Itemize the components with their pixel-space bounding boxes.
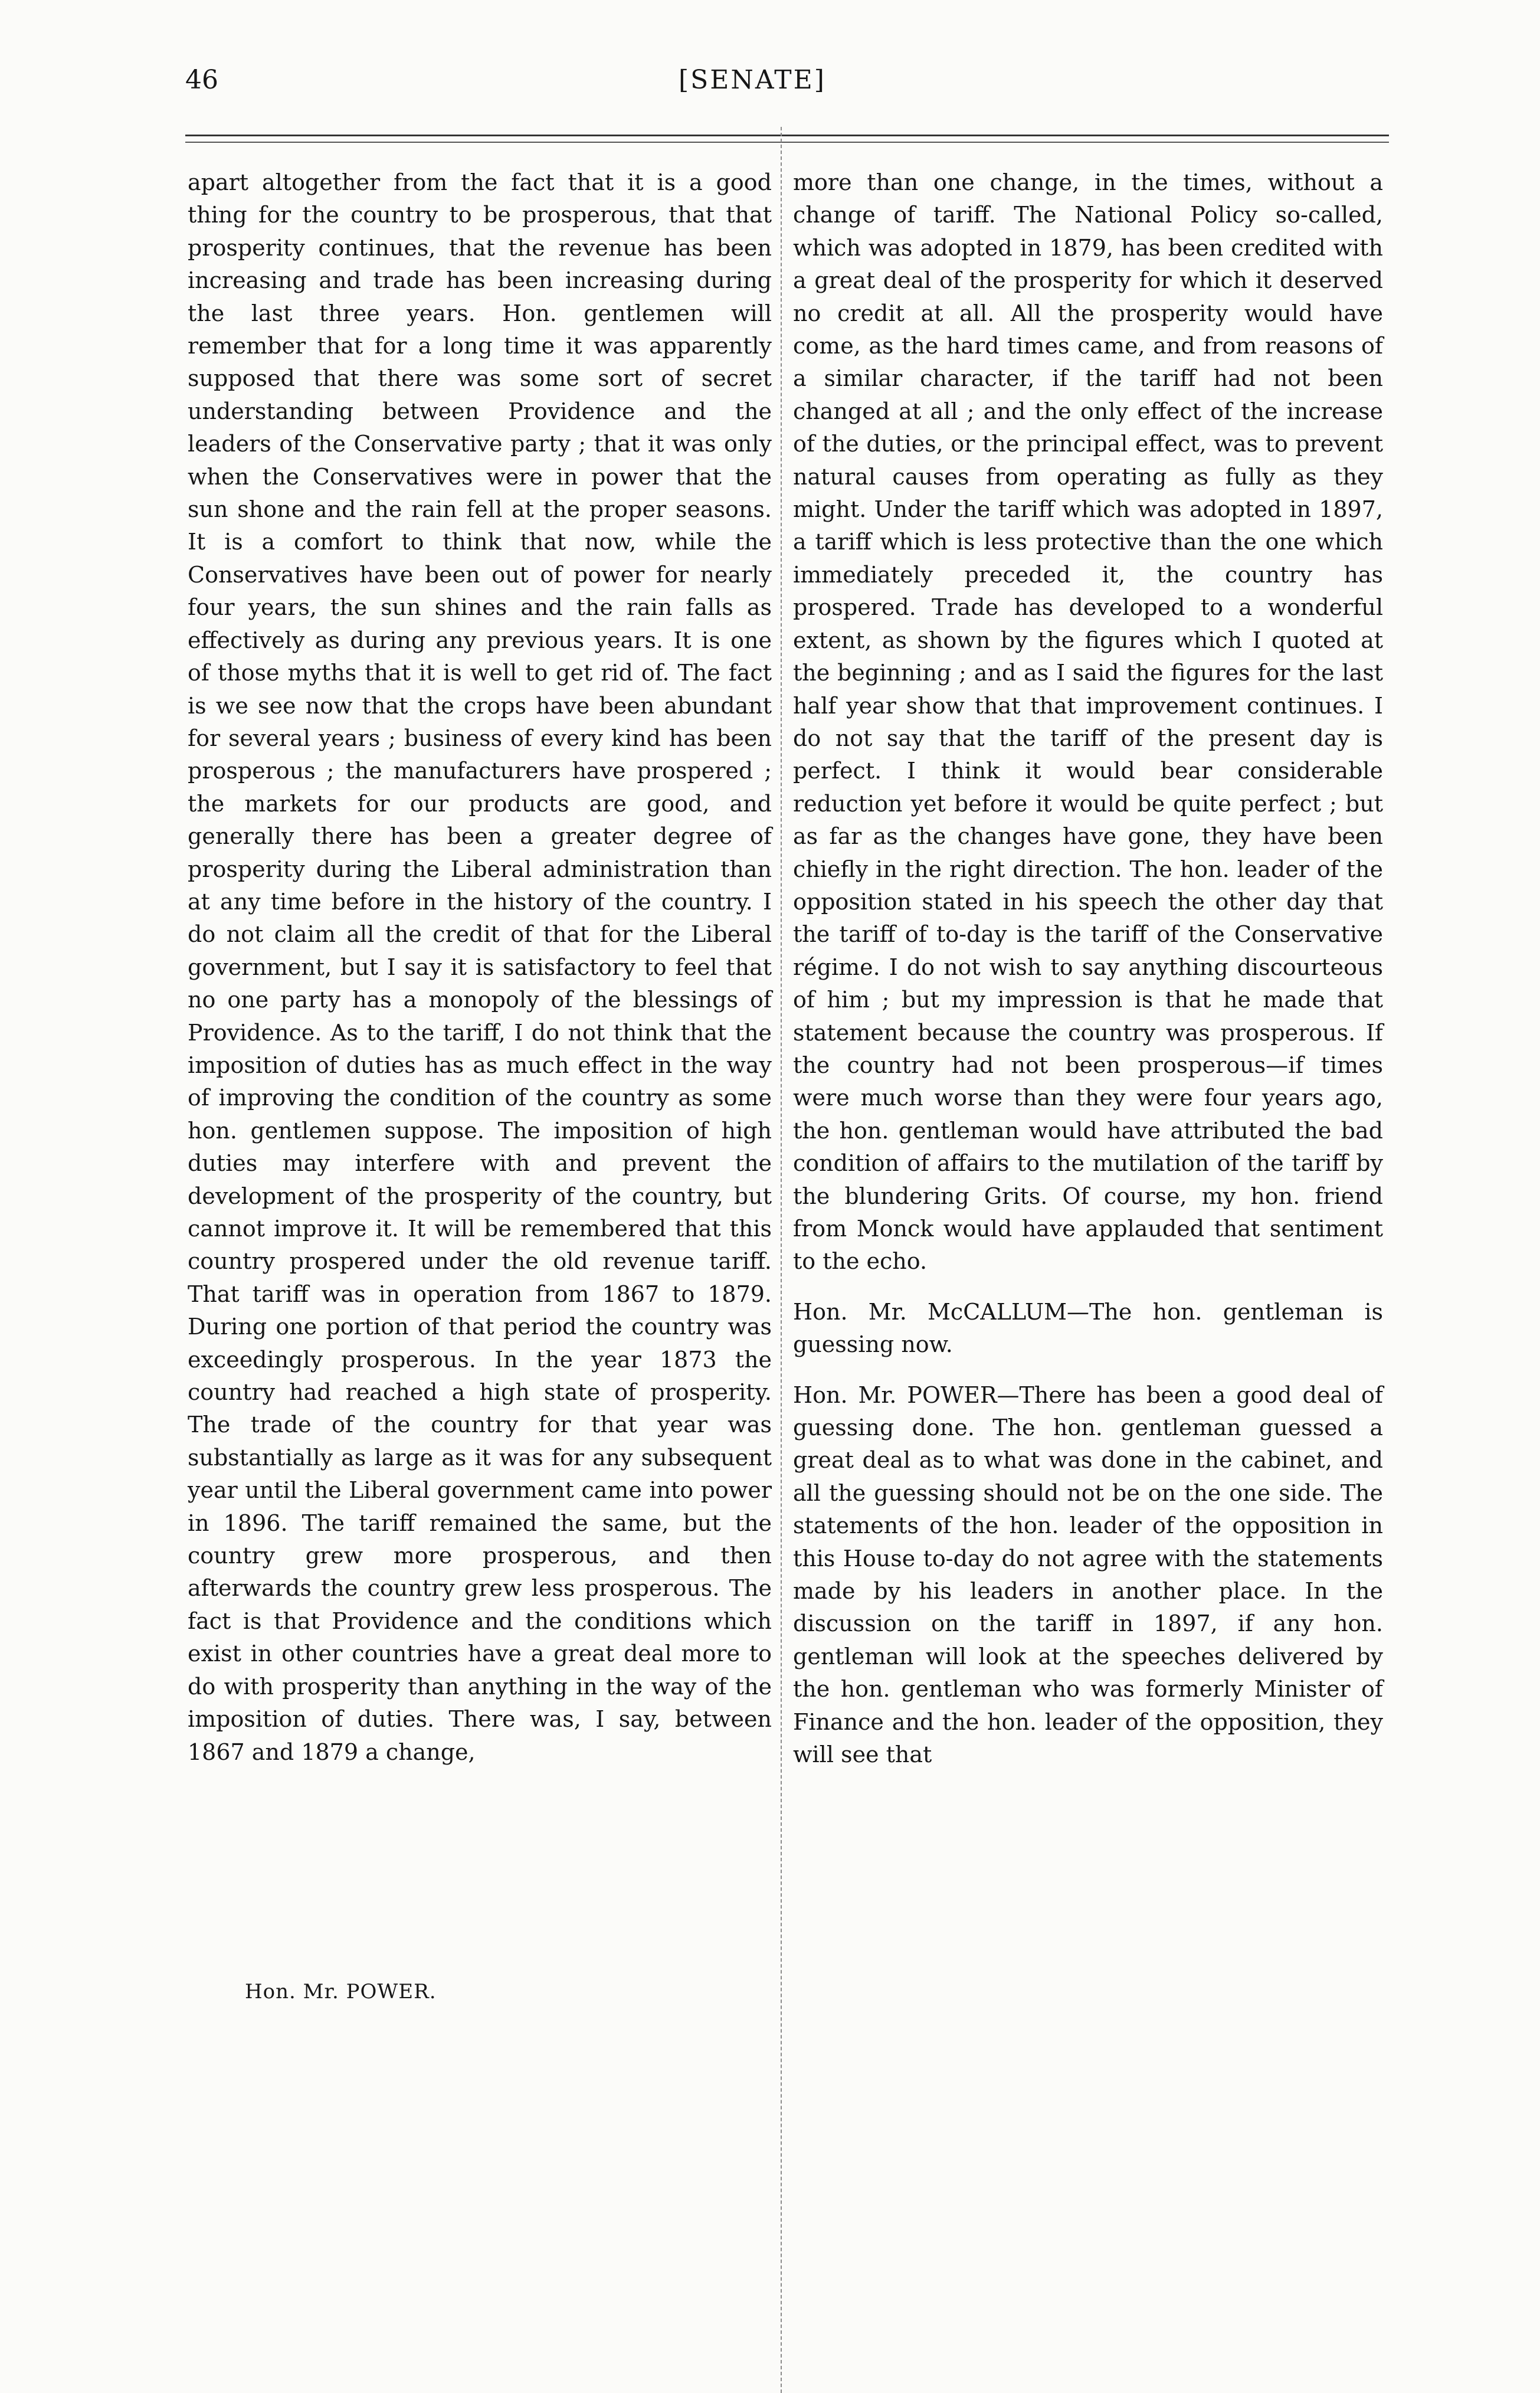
footer-speaker: Hon. Mr. POWER. — [245, 1980, 437, 2004]
right-column — [793, 166, 1383, 1772]
left-paragraph: apart altogether from the fact that it is a good thing for the country to be prosperous, that that prosperity continues, that the revenue has been increasing and trade has been increasing during the last three years. Hon. gentlemen will remember that for a long time it was apparently supposed that there was some sort of secret understanding between Providence and the leaders of the Conservative party ; that it was only when the Conservatives were in power that the sun shone and the rain fell at the proper seasons. It is a comfort to think that now, while the Conservatives have been out of power for nearly four years, the sun shines and the rain falls as effectively as during any previous years. It is one of those myths that it is well to get rid of. The fact is we see now that the crops have been abundant for several years ; business of every kind has been prosperous ; the manufacturers have prospered ; the markets for our products are good, and generally there has been a greater degree of prosperity during the Liberal administration than at any time before in the history of the country. I do not claim all the credit of that for the Liberal government, but I say it is satisfactory to feel that no one party has a monopoly of the blessings of Providence. As to the tariff, I do not think that the imposition of duties has as much effect in the way of improving the condition of the country as some hon. gentlemen suppose. The imposition of high duties may interfere with and prevent the development of the prosperity of the country, but cannot improve it. It will be remembered that this country prospered under the old revenue tariff. That tariff was in operation from 1867 to 1879. During one portion of that period the country was exceedingly prosperous. In the year 1873 the country had reached a high state of prosperity. The trade of the country for that year was substantially as large as it was for any subsequent year until the Liberal government came into power in 1896. The tariff remained the same, but the country grew more prosperous, and then afterwards the country grew less prosperous. The fact is that Providence and the conditions which exist in other countries have a great deal more to do with prosperity than anything in the way of the imposition of duties. There was, I say, between 1867 and 1879 a change, — [188, 169, 772, 1765]
page-number: 46 — [185, 65, 218, 95]
right-paragraph-2: Hon. Mr. McCALLUM—The hon. gentleman is guessing now. — [793, 1298, 1383, 1358]
right-paragraph-3: Hon. Mr. POWER—There has been a good deal of guessing done. The hon. gentleman guessed a great deal as to what was done in the cabinet, and all the guessing should not be on the one side. The statements of the hon. leader of the opposition in this House to-day do not agree with the statements made by his leaders in another place. In the discussion on the tariff in 1897, if any hon. gentleman will look at the speeches delivered by the hon. gentleman who was formerly Minister of Finance and the hon. leader of the opposition, they will see that — [793, 1382, 1383, 1768]
running-head: [SENATE] — [679, 65, 826, 95]
column-divider — [781, 127, 782, 2393]
right-paragraph-1: more than one change, in the times, without a change of tariff. The National Policy so-called, which was adopted in 1879, has been credited with a great deal of the prosperity for which it deserved no credit at all. All the prosperity would have come, as the hard times came, and from reasons of a similar character, if the tariff had not been changed at all ; and the only effect of the increase of the duties, or the principal effect, was to prevent natural causes from operating as fully as they might. Under the tariff which was adopted in 1897, a tariff which is less protective than the one which immediately preceded it, the country has prospered. Trade has developed to a wonderful extent, as shown by the figures which I quoted at the beginning ; and as I said the figures for the last half year show that that improvement continues. I do not say that the tariff of the present day is perfect. I think it would bear considerable reduction yet before it would be quite perfect ; but as far as the changes have gone, they have been chiefly in the right direction. The hon. leader of the opposition stated in his speech the other day that the tariff of to-day is the tariff of the Conservative régime. I do not wish to say anything discourteous of him ; but my impression is that he made that statement because the country was prosperous. If the country had not been prosperous—if times were much worse than they were four years ago, the hon. gentleman would have attributed the bad condition of affairs to the mutilation of the tariff by the blundering Grits. Of course, my hon. friend from Monck would have applauded that sentiment to the echo. — [793, 169, 1383, 1275]
left-column — [188, 166, 772, 1769]
header-rule-thin — [185, 142, 1389, 143]
header-rule — [185, 135, 1389, 136]
